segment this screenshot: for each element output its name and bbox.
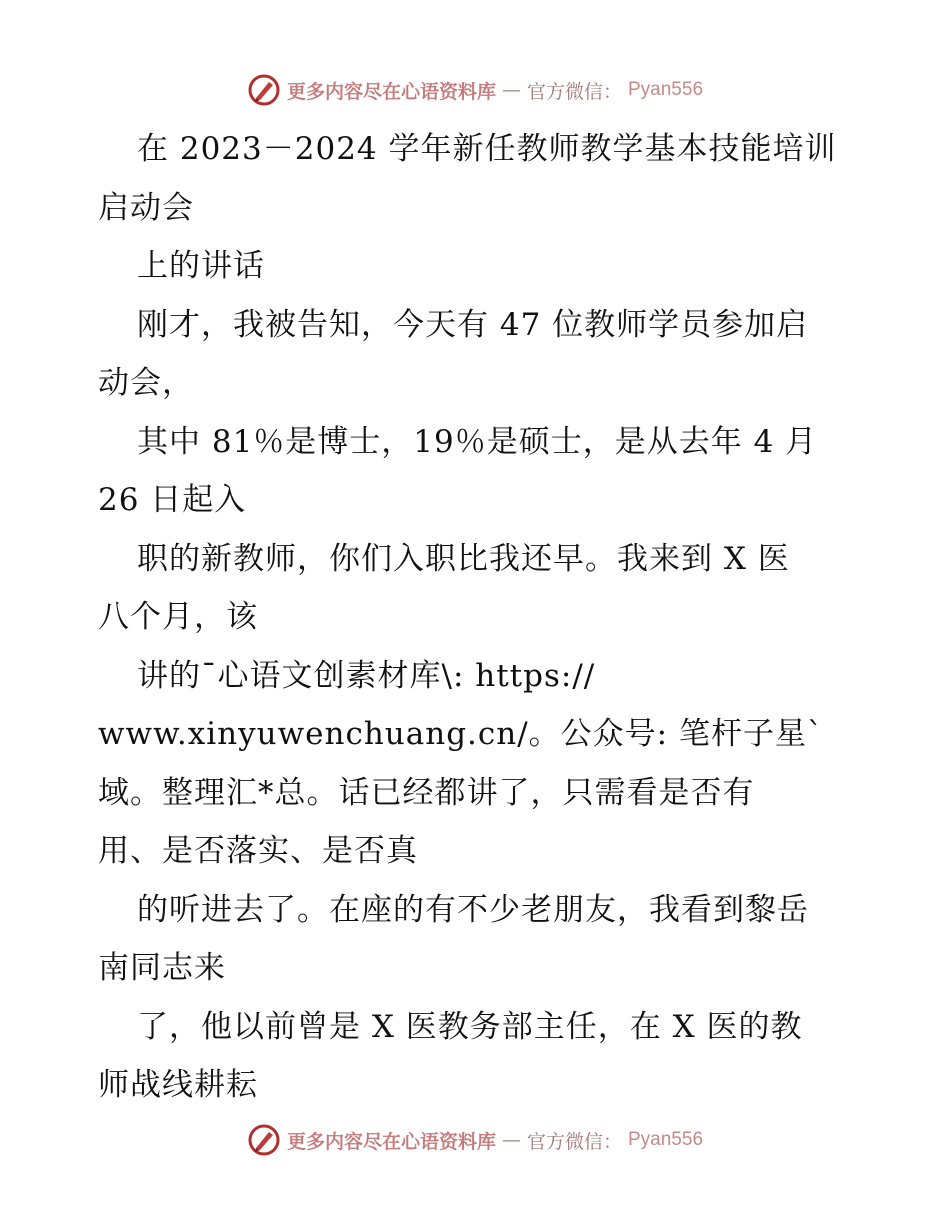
footer-banner [0, 1120, 950, 1160]
text-line: 26 日起入 [98, 482, 247, 518]
text-line: 南同志来 [98, 950, 226, 986]
text-line: 在 2023－2024 学年新任教师教学基本技能培训 [137, 131, 837, 167]
pen-logo-icon [247, 1123, 281, 1157]
pen-logo-icon [247, 73, 281, 107]
text-line: 八个月，该 [98, 599, 258, 635]
banner-dash: — [501, 79, 521, 101]
text-line: 的听进去了。在座的有不少老朋友，我看到黎岳 [137, 891, 809, 928]
document-body [98, 120, 878, 1115]
text-line: 讲的¯心语文创素材库\: https:// [137, 657, 596, 694]
banner-dash: — [501, 1129, 521, 1151]
text-line: 域。整理汇*总。话已经都讲了，只需看是否有 [98, 774, 755, 811]
banner-wechat-label: 官方微信： [526, 80, 622, 103]
text-line: 职的新教师，你们入职比我还早。我来到 X 医 [137, 540, 790, 577]
banner-main-text: 更多内容尽在心语资料库 [286, 80, 496, 103]
banner-wechat-id: Pyan556 [628, 79, 704, 100]
banner-wechat-id: Pyan556 [628, 1129, 704, 1150]
text-line: 动会， [98, 365, 194, 401]
text-line: 启动会 [98, 189, 194, 226]
text-line: 上的讲话 [137, 248, 265, 284]
text-line: 用、是否落实、是否真 [98, 833, 418, 869]
text-line: www.xinyuwenchuang.cn/。公众号: 笔杆子星` [98, 716, 824, 752]
banner-main-text: 更多内容尽在心语资料库 [286, 1130, 496, 1153]
text-line: 师战线耕耘 [98, 1067, 258, 1103]
text-line: 其中 81％是博士，19％是硕士，是从去年 4 月 [137, 423, 818, 460]
banner-wechat-label: 官方微信： [526, 1130, 622, 1153]
header-banner [0, 70, 950, 110]
text-line: 刚才，我被告知，今天有 47 位教师学员参加启 [137, 306, 809, 343]
text-line: 了，他以前曾是 X 医教务部主任，在 X 医的教 [137, 1008, 803, 1045]
